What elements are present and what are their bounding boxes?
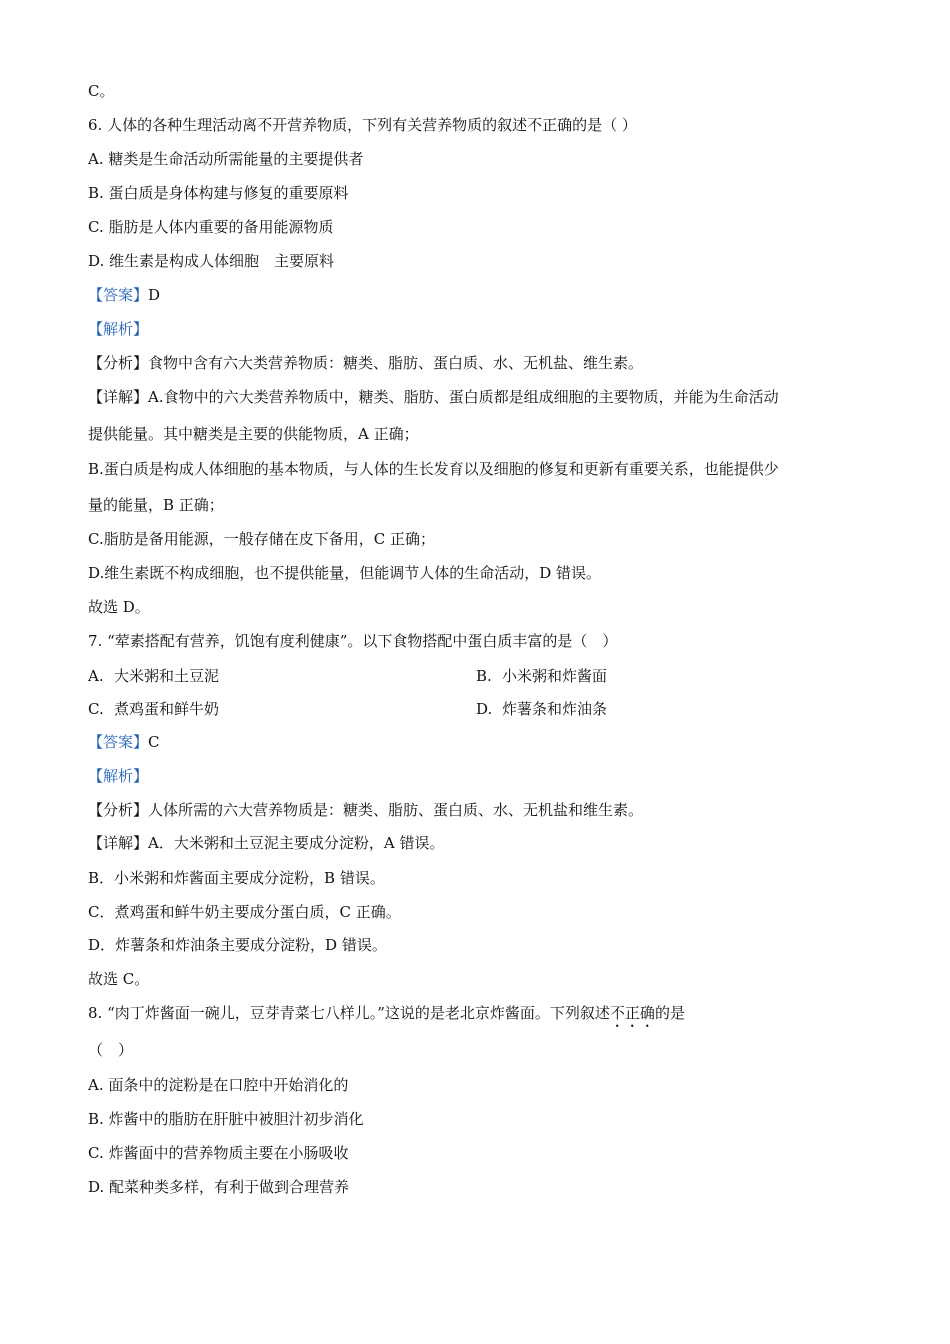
detail-tag: 【详解】 [88,834,149,852]
q6-detail-line-3: B.蛋白质是构成人体细胞的基本物质，与人体的生长发育以及细胞的修复和更新有重要关系，也能提供少 [88,460,779,478]
q7-conclusion: 故选 C。 [88,970,150,988]
q8-option-a: A. 面条中的淀粉是在口腔中开始消化的 [88,1076,349,1094]
q8-option-c: C. 炸酱面中的营养物质主要在小肠吸收 [88,1144,349,1162]
q8-stem-pre: 8. “肉丁炸酱面一碗儿，豆芽青菜七八样儿。”这说的是老北京炸酱面。下列叙述 [88,1004,610,1022]
q7-analysis-tag: 【解析】 [88,767,149,785]
q8-option-b: B. 炸酱中的脂肪在肝脏中被胆汁初步消化 [88,1110,364,1128]
detail-text: A.食物中的六大类营养物质中，糖类、脂肪、蛋白质都是组成细胞的主要物质，并能为生命活动 [148,388,779,406]
q6-detail-line-4: 量的能量，B 正确； [88,496,224,514]
detail-text: A．大米粥和土豆泥主要成分淀粉，A 错误。 [148,834,445,852]
q8-option-d: D. 配菜种类多样，有利于做到合理营养 [88,1178,350,1196]
q6-option-d: D. 维生素是构成人体细胞 主要原料 [88,252,335,270]
q6-detail-line-1 [88,387,779,407]
q6-fenxi [88,353,643,373]
q6-detail-line-5: C.脂肪是备用能源，一般存储在皮下备用，C 正确； [88,530,435,548]
q7-detail-line-3: C．煮鸡蛋和鲜牛奶主要成分蛋白质，C 正确。 [88,903,401,921]
fenxi-text: 食物中含有六大类营养物质：糖类、脂肪、蛋白质、水、无机盐、维生素。 [148,354,644,372]
q7-detail-line-4: D．炸薯条和炸油条主要成分淀粉，D 错误。 [88,936,387,954]
q7-detail-line-2: B．小米粥和炸酱面主要成分淀粉，B 错误。 [88,869,385,887]
q7-detail-line-1 [88,833,444,853]
q5-tail: C。 [88,82,115,100]
q7-option-d [476,699,607,719]
q6-conclusion: 故选 D。 [88,598,150,616]
q8-stem-emphasis: 不正确 [609,1004,655,1022]
option-text: 煮鸡蛋和鲜牛奶 [114,700,220,718]
option-label: D. [476,700,493,718]
answer-tag: 【答案】 [88,286,149,304]
answer-value: D [148,286,161,304]
fenxi-text: 人体所需的六大营养物质是：糖类、脂肪、蛋白质、水、无机盐和维生素。 [148,801,644,819]
option-label: B. [476,667,492,685]
q8-stem-paren: （ ） [88,1041,134,1059]
q6-option-b: B. 蛋白质是身体构建与修复的重要原料 [88,184,349,202]
q7-stem: 7. “荤素搭配有营养，饥饱有度利健康”。以下食物搭配中蛋白质丰富的是（ ） [88,632,618,650]
q7-option-b [476,666,607,686]
q6-answer [88,285,160,305]
q6-stem: 6. 人体的各种生理活动离不开营养物质，下列有关营养物质的叙述不正确的是（ ） [88,116,637,134]
option-text: 小米粥和炸酱面 [502,667,608,685]
q6-detail-line-6: D.维生素既不构成细胞，也不提供能量，但能调节人体的生命活动，D 错误。 [88,564,602,582]
q7-answer [88,732,160,752]
detail-tag: 【详解】 [88,388,149,406]
option-text: 大米粥和土豆泥 [114,667,220,685]
q7-option-c [88,699,219,719]
fenxi-tag: 【分析】 [88,354,149,372]
q6-detail-line-2: 提供能量。其中糖类是主要的供能物质，A 正确； [88,425,419,443]
q8-stem-post: 的是 [654,1004,685,1022]
q8-stem [88,1003,685,1023]
option-text: 炸薯条和炸油条 [502,700,608,718]
answer-tag: 【答案】 [88,733,149,751]
q6-option-c: C. 脂肪是人体内重要的备用能源物质 [88,218,334,236]
fenxi-tag: 【分析】 [88,801,149,819]
answer-value: C [148,733,160,751]
option-label: C. [88,700,104,718]
option-label: A. [88,667,104,685]
q6-option-a: A. 糖类是生命活动所需能量的主要提供者 [88,150,364,168]
q7-option-a [88,666,219,686]
q6-analysis-tag: 【解析】 [88,320,149,338]
q7-fenxi [88,800,643,820]
